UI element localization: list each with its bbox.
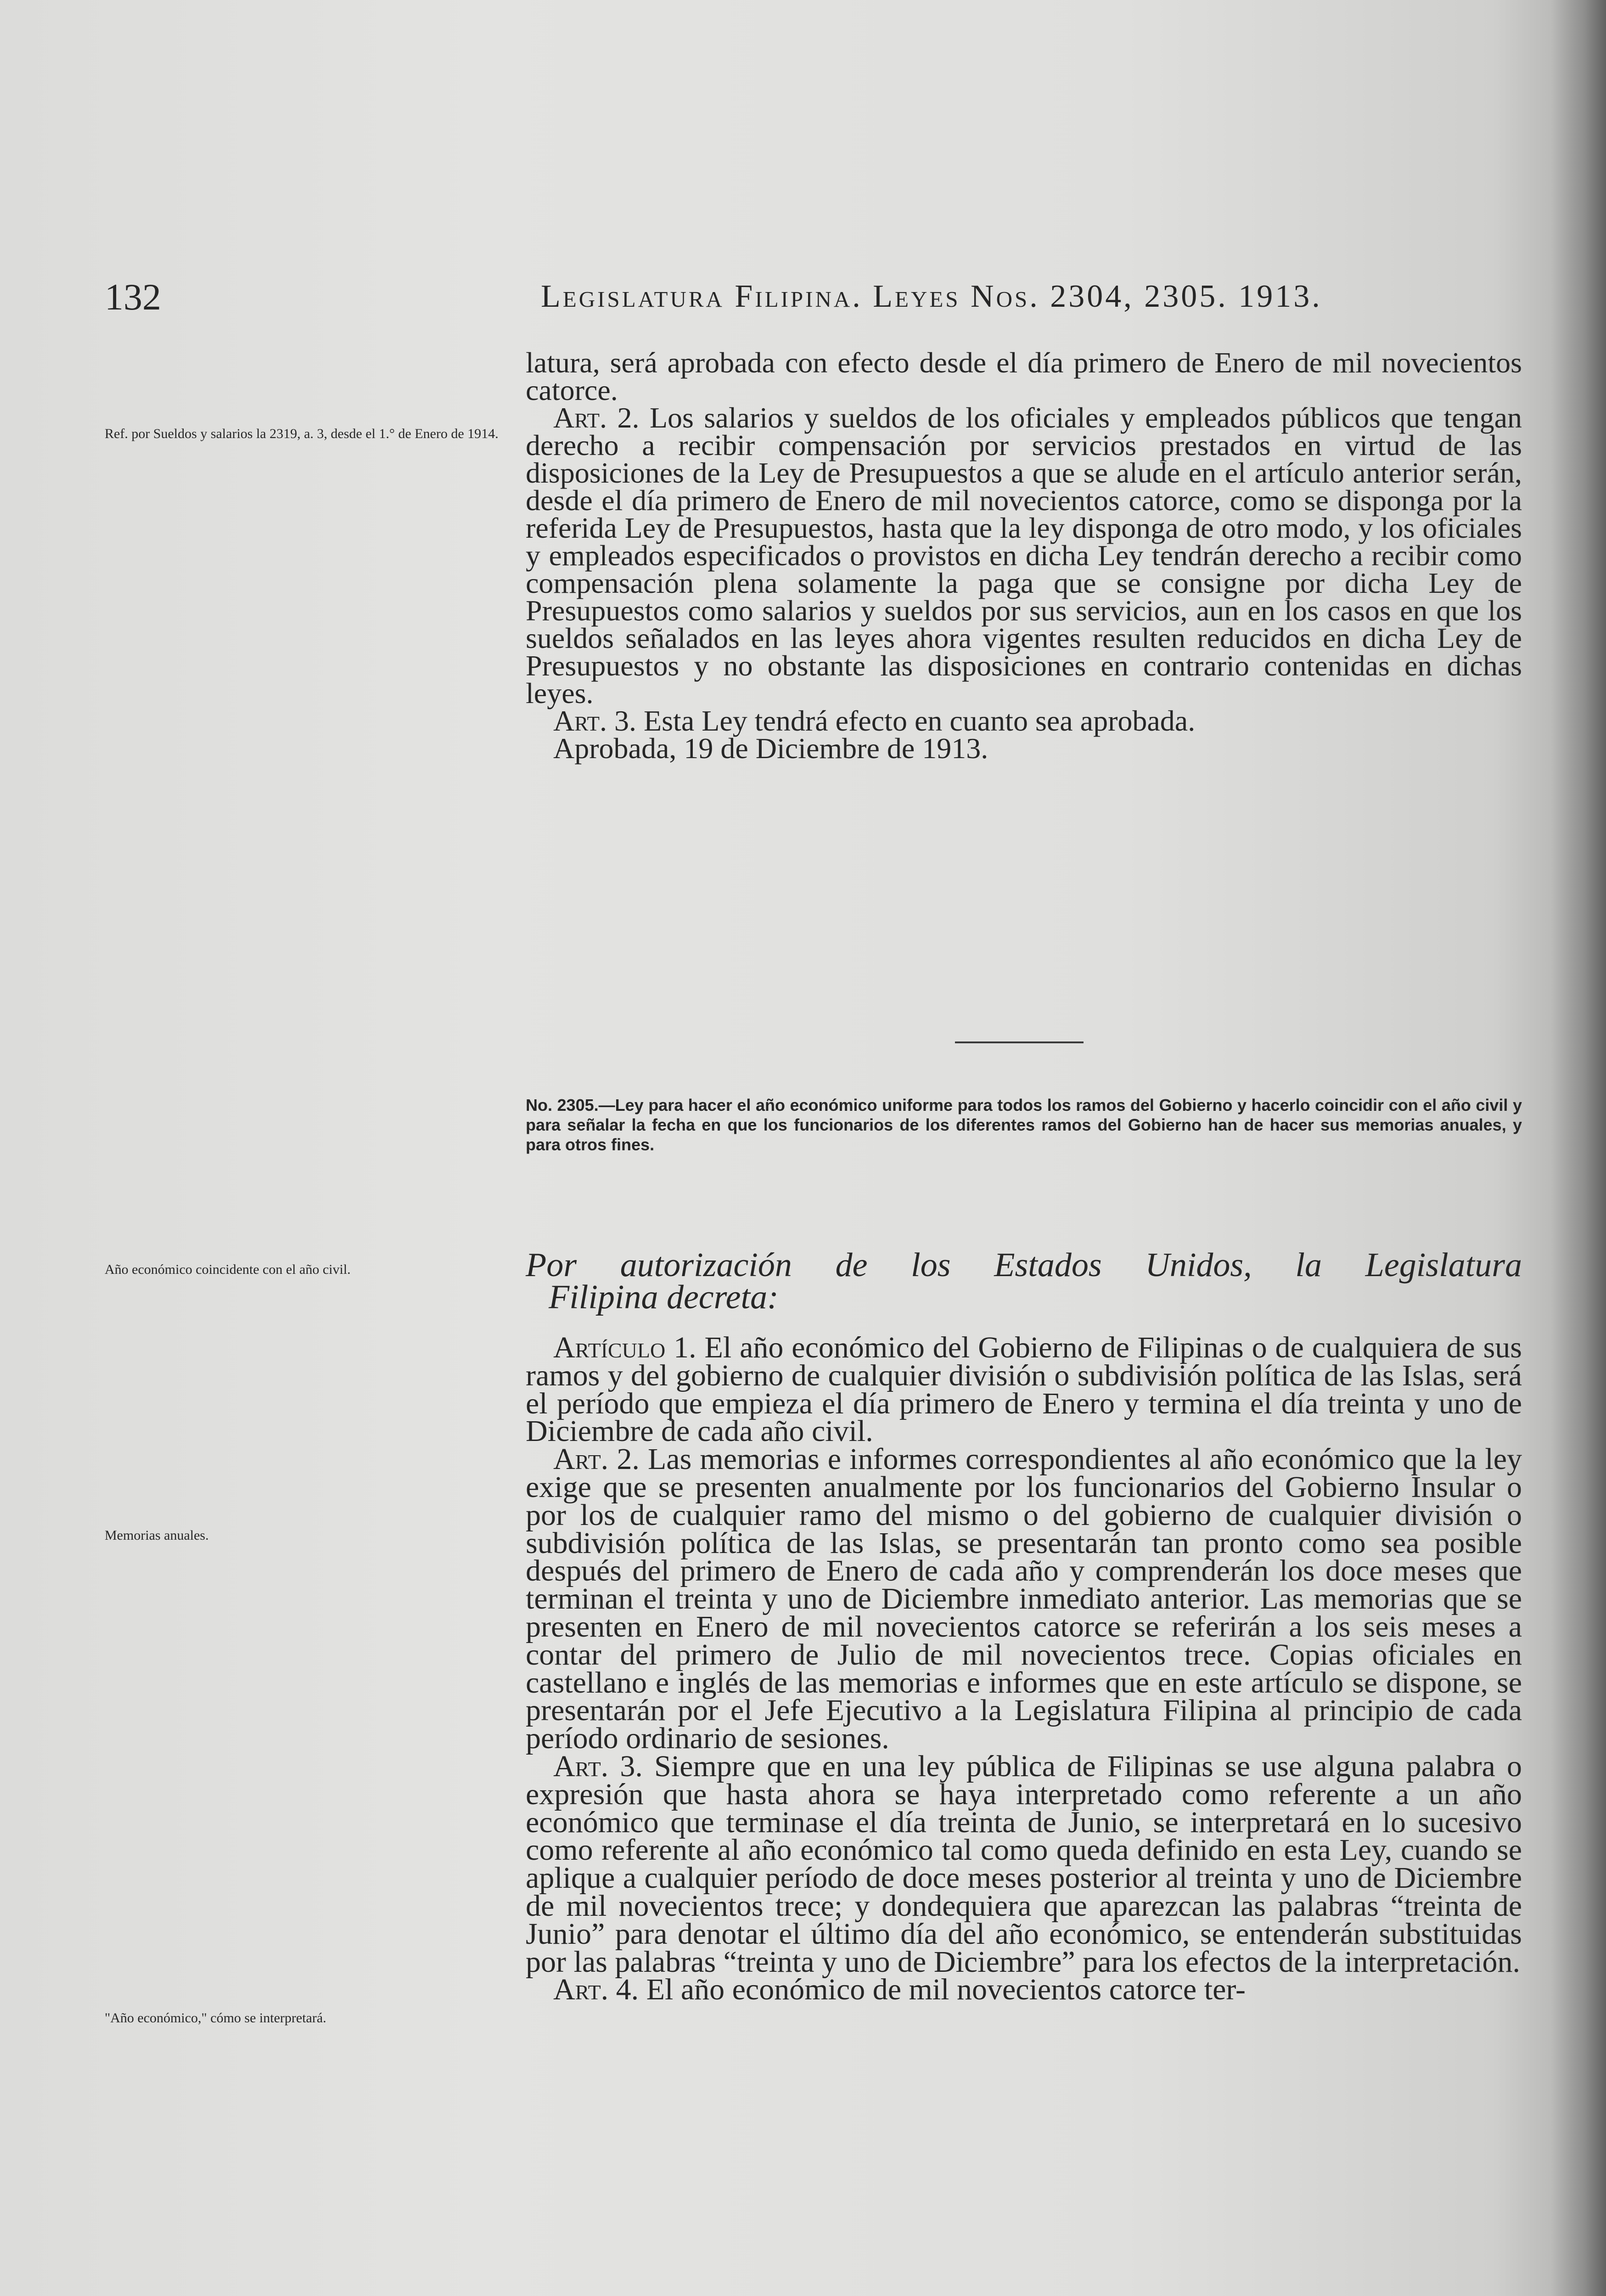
article-text: Las memorias e informes correspondientes al año económico que la ley exige que se presenten anualmente por los funcionarios del Gobierno Insular o por los de cualquier ramo del mismo o del gobierno de cualquier división o subdivisión política de las Islas, se presentarán tan pronto como sea posible después del primero de Enero de cada año y comprenderán los doce meses que terminan el treinta y uno de Diciembre inmediato anterior. Las memorias que se presenten en Enero de mil novecientos catorce se referirán a los seis meses a contar del primero de Julio de mil novecientos trece. Copias oficiales en castellano e inglés de las memorias e informes que en este artículo se dispone, se presentarán por el Jefe Ejecutivo a la Legislatura Filipina al principio de cada período ordinario de sesiones. (526, 1442, 1522, 1756)
article-text: Los salarios y sueldos de los oficiales y empleados públicos que tengan derecho a recibir compensación por servicios prestados en virtud de las disposiciones de la Ley de Presupuestos a que se alude en el artículo anterior serán, desde el día primero de Enero de mil novecientos catorce, como se disponga por la referida Ley de Presupuestos, hasta que la ley disponga de otro modo, y los oficiales y empleados especificados o provistos en dicha Ley tendrán derecho a recibir como compensación plena solamente la paga que se consigne por dicha Ley de Presupuestos como salarios y sueldos por sus servicios, aun en los casos en que los sueldos señalados en las leyes ahora vigentes resulten reducidos en dicha Ley de Presupuestos y no obstante las disposiciones en contrario contenidas en dichas leyes. (526, 401, 1522, 709)
law-2305-articles (526, 1331, 1522, 2007)
article-3-paragraph (526, 704, 1522, 737)
margin-note-reports: Memorias anuales. (105, 1528, 209, 1543)
article-label: Art. 3. (553, 704, 637, 737)
page-edge-shadow (1551, 0, 1606, 2296)
margin-note-interpretation: "Año económico," cómo se interpretará. (105, 2010, 326, 2026)
article-4-paragraph (526, 1973, 1522, 2007)
page-number: 132 (105, 276, 161, 318)
article-3-paragraph (526, 1749, 1522, 1979)
article-label: Artículo 1. (553, 1331, 696, 1364)
law-2304-continuation (526, 346, 1522, 765)
article-label: Art. 3. (553, 1749, 643, 1783)
running-title: Legislatura Filipina. Leyes Nos. 2304, 2305. 1913. (541, 279, 1322, 314)
article-text: El año económico del Gobierno de Filipinas o de cualquiera de sus ramos y del gobierno de cualquier división o subdivisión política de las Islas, será el período que empieza el día primero de Enero y termina el día treinta y uno de Diciembre de cada año civil. (526, 1331, 1522, 1448)
enacting-line: Filipina decreta: (549, 1278, 779, 1316)
article-text: Siempre que en una ley pública de Filipinas se use alguna palabra o expresión que hasta ahora se haya interpretado como referente a un año económico que terminase el día treinta de Junio, se interpretará en lo sucesivo como referente al año económico tal como queda definido en esta Ley, cuando se aplique a cualquier período de doce meses posterior al treinta y uno de Diciembre de mil novecientos trece; y dondequiera que aparezcan las palabras “treinta de Junio” para denotar el último día del año económico, se entenderán substituidas por las palabras “treinta y uno de Diciembre” para los efectos de la interpretación. (526, 1749, 1522, 1979)
article-label: Art. 2. (553, 1442, 640, 1476)
margin-note-fiscal-year: Año económico coincidente con el año civil. (105, 1262, 351, 1277)
law-2305-title: No. 2305.—Ley para hacer el año económico uniforme para todos los ramos del Gobierno y hacerlo coincidir con el año civil y para señalar la fecha en que los funcionarios de los diferentes ramos del Gobierno han de hacer sus memorias anuales, y para otros fines. (526, 1096, 1522, 1154)
continuation-paragraph: latura, será aprobada con efecto desde el día primero de Enero de mil novecientos catorce. (526, 346, 1522, 406)
enacting-line: Por autorización de los Estados Unidos, la Legislatura (526, 1246, 1522, 1284)
article-2-paragraph (526, 401, 1522, 709)
section-divider (955, 1041, 1084, 1043)
approval-date: Aprobada, 19 de Diciembre de 1913. (553, 732, 988, 765)
article-label: Art. 4. (553, 1973, 639, 2007)
article-text: El año económico de mil novecientos catorce ter- (646, 1973, 1246, 2007)
article-1-paragraph (526, 1331, 1522, 1448)
article-2-paragraph (526, 1442, 1522, 1756)
margin-note-reference: Ref. por Sueldos y salarios la 2319, a. 3, desde el 1.° de Enero de 1914. (105, 426, 499, 441)
article-label: Art. 2. (553, 401, 640, 434)
enacting-clause (526, 1246, 1522, 1316)
page-header (105, 276, 1519, 326)
article-text: Esta Ley tendrá efecto en cuanto sea aprobada. (644, 704, 1196, 737)
